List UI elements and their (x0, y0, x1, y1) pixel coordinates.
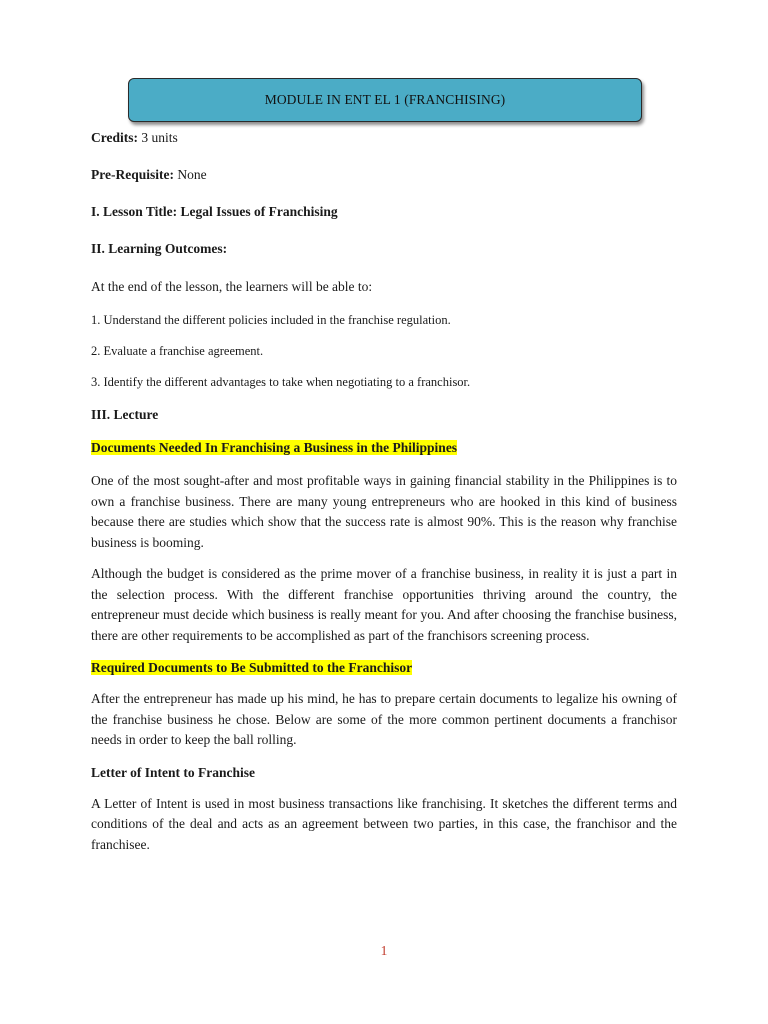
credits-label: Credits: (91, 130, 138, 145)
section-heading-required-documents (91, 658, 677, 678)
prerequisite-label: Pre-Requisite: (91, 167, 174, 182)
paragraph-2: Although the budget is considered as the prime mover of a franchise business, in reality it is just a part in the selection process. With the different franchise opportunities thriving around the country, the entrepreneur must decide which business is really meant for you. And after choosing the franchise business, there are other requirements to be accomplished as part of the franchisors screening process. (91, 566, 677, 643)
module-title: MODULE IN ENT EL 1 (FRANCHISING) (264, 92, 506, 107)
highlighted-heading: Documents Needed In Franchising a Business in the Philippines (91, 440, 458, 455)
credits-line (91, 128, 677, 148)
credits-value: 3 units (138, 130, 178, 145)
outcome-item: 1. Understand the different policies included in the franchise regulation. (91, 313, 451, 327)
subheading-letter-of-intent: Letter of Intent to Franchise (91, 764, 255, 780)
section-heading-documents-needed (91, 438, 677, 458)
document-body (91, 128, 677, 855)
paragraph-3: After the entrepreneur has made up his mind, he has to prepare certain documents to legalize his owning of the franchise business he chose. Below are some of the more common pertinent documents a franchisor needs in order to keep the ball rolling. (91, 691, 677, 747)
paragraph-4: A Letter of Intent is used in most business transactions like franchising. It sketches the different terms and conditions of the deal and acts as an agreement between two parties, in this case, the franchisor and the franchisee. (91, 795, 677, 852)
lesson-title: I. Lesson Title: Legal Issues of Franchising (91, 204, 338, 219)
learning-outcomes-heading: II. Learning Outcomes: (91, 241, 228, 256)
outcome-item: 2. Evaluate a franchise agreement. (91, 344, 264, 358)
prerequisite-value: None (173, 167, 207, 182)
prerequisite-line (91, 165, 677, 185)
outcome-item: 3. Identify the different advantages to take when negotiating to a franchisor. (91, 375, 471, 389)
page-number: 1 (380, 943, 388, 958)
module-title-box (128, 78, 642, 122)
lecture-heading: III. Lecture (91, 407, 159, 422)
paragraph-1: One of the most sought-after and most profitable ways in gaining financial stability in the Philippines is to own a franchise business. There are many young entrepreneurs who are hooked in this kind of business because there are studies which show that the success rate is almost 90%. This is the reason why franchise business is booming. (91, 473, 677, 550)
highlighted-heading: Required Documents to Be Submitted to the Franchisor (91, 660, 413, 675)
outcomes-intro: At the end of the lesson, the learners will be able to: (91, 279, 373, 294)
